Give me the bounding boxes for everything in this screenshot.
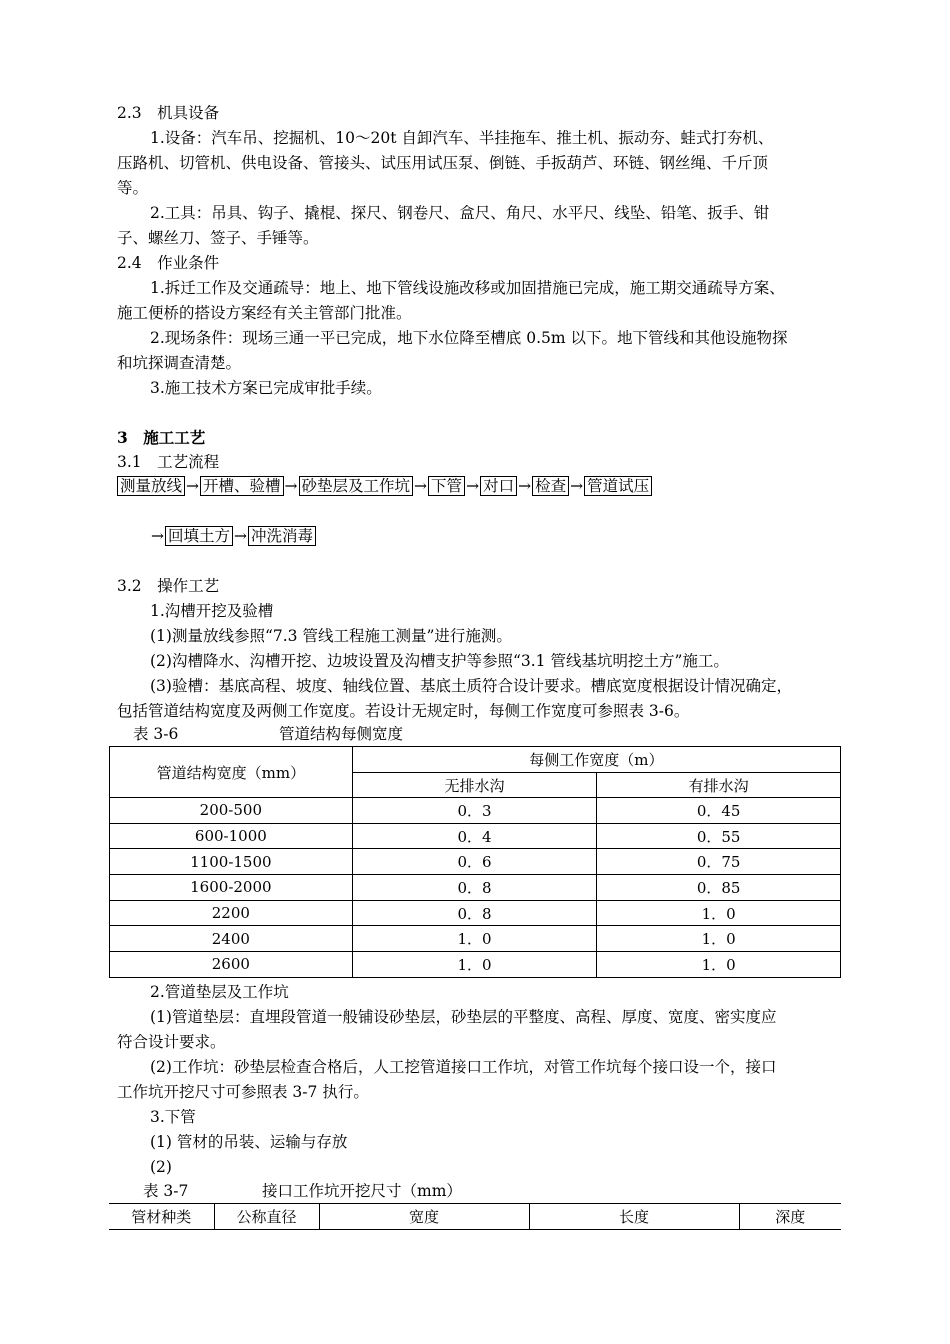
list-item: 1.沟槽开挖及验槽 xyxy=(150,602,274,620)
flow-arrow: → xyxy=(414,477,428,495)
paragraph-line: 压路机、切管机、供电设备、管接头、试压用试压泵、倒链、手扳葫芦、环链、钢丝绳、千斤顶 xyxy=(117,154,769,172)
table-row xyxy=(110,823,841,849)
table-cell: 0．6 xyxy=(352,849,597,875)
table-cell: 2200 xyxy=(110,900,353,926)
list-item: (2) xyxy=(150,1158,172,1176)
paragraph-line: 和坑探调查清楚。 xyxy=(117,354,242,372)
table-header-cell: 有排水沟 xyxy=(597,773,841,798)
flow-arrow: → xyxy=(284,477,298,495)
table-cell: 0．75 xyxy=(597,849,841,875)
table-header-cell: 长度 xyxy=(529,1204,739,1230)
table-cell: 2400 xyxy=(110,926,353,952)
flow-arrow: → xyxy=(518,477,532,495)
list-item: 3.下管 xyxy=(150,1108,196,1126)
subsection-heading-3-2: 3.2 操作工艺 xyxy=(117,577,220,595)
flow-step: 冲洗消毒 xyxy=(248,526,316,546)
table-cell: 1．0 xyxy=(597,900,841,926)
paragraph-line: 1.设备：汽车吊、挖掘机、10～20t 自卸汽车、半挂拖车、推土机、振动夯、蛙式打夯机、 xyxy=(150,129,774,147)
list-item: (1) 管材的吊装、运输与存放 xyxy=(150,1133,348,1151)
table-cell: 0．8 xyxy=(352,900,597,926)
table-row xyxy=(110,926,841,952)
flow-step: 对口 xyxy=(480,476,517,496)
list-item: (1)测量放线参照“7.3 管线工程施工测量”进行施测。 xyxy=(150,627,512,645)
table-cell: 1．0 xyxy=(597,952,841,978)
table-caption-number: 表 3-6 xyxy=(133,725,179,743)
table-header-cell: 深度 xyxy=(739,1204,841,1230)
table-3-6 xyxy=(109,746,841,978)
flow-step: 砂垫层及工作坑 xyxy=(299,476,414,496)
flow-arrow: → xyxy=(151,527,164,545)
flow-step: 回填土方 xyxy=(165,526,233,546)
table-row xyxy=(110,798,841,824)
table-header-cell: 管材种类 xyxy=(109,1204,214,1230)
flow-step: 下管 xyxy=(428,476,465,496)
paragraph-line: 2.工具：吊具、钩子、撬棍、探尺、钢卷尺、盒尺、角尺、水平尺、线坠、铅笔、扳手、钳 xyxy=(150,204,770,222)
table-caption-number: 表 3-7 xyxy=(143,1182,189,1200)
table-header-cell: 无排水沟 xyxy=(352,773,597,798)
section-heading-2-3: 2.3 机具设备 xyxy=(117,104,220,122)
flow-step: 测量放线 xyxy=(117,476,185,496)
table-caption-title: 接口工作坑开挖尺寸（mm） xyxy=(262,1182,462,1200)
process-flow-row-1 xyxy=(117,476,652,496)
paragraph-line: 施工便桥的搭设方案经有关主管部门批准。 xyxy=(117,304,412,322)
table-header-cell: 宽度 xyxy=(319,1204,529,1230)
section-heading-3: 3 施工工艺 xyxy=(117,428,206,447)
table-cell: 0．3 xyxy=(352,798,597,824)
table-cell: 1600-2000 xyxy=(110,875,353,901)
flow-arrow: → xyxy=(234,527,248,545)
table-3-7 xyxy=(109,1203,841,1230)
flow-step: 开槽、验槽 xyxy=(200,476,284,496)
table-cell: 600-1000 xyxy=(110,823,353,849)
table-cell: 0．85 xyxy=(597,875,841,901)
table-header-cell: 管道结构宽度（mm） xyxy=(110,747,353,798)
flow-arrow: → xyxy=(570,477,584,495)
table-cell: 200-500 xyxy=(110,798,353,824)
table-header-cell: 公称直径 xyxy=(214,1204,319,1230)
table-cell: 2600 xyxy=(110,952,353,978)
paragraph-line: 包括管道结构宽度及两侧工作宽度。若设计无规定时，每侧工作宽度可参照表 3-6。 xyxy=(117,702,690,720)
list-item: (2)工作坑：砂垫层检查合格后，人工挖管道接口工作坑，对管工作坑每个接口设一个，接口 xyxy=(150,1058,777,1076)
flow-step: 检查 xyxy=(532,476,569,496)
paragraph-line: 子、螺丝刀、签子、手锤等。 xyxy=(117,229,319,247)
table-cell: 1100-1500 xyxy=(110,849,353,875)
table-row xyxy=(110,875,841,901)
list-item: (2)沟槽降水、沟槽开挖、边坡设置及沟槽支护等参照“3.1 管线基坑明挖土方”施工。 xyxy=(150,652,729,670)
table-cell: 0．8 xyxy=(352,875,597,901)
process-flow-row-2 xyxy=(150,526,316,546)
paragraph-line: 1.拆迁工作及交通疏导：地上、地下管线设施改移或加固措施已完成，施工期交通疏导方案、 xyxy=(150,279,785,297)
list-item: 2.管道垫层及工作坑 xyxy=(150,983,289,1001)
table-row xyxy=(110,952,841,978)
table-caption-title: 管道结构每侧宽度 xyxy=(279,725,404,743)
flow-step: 管道试压 xyxy=(584,476,652,496)
table-row xyxy=(110,849,841,875)
paragraph-line: 符合设计要求。 xyxy=(117,1033,226,1051)
table-cell: 1．0 xyxy=(352,952,597,978)
paragraph-line: 工作坑开挖尺寸可参照表 3-7 执行。 xyxy=(117,1083,369,1101)
table-cell: 0．45 xyxy=(597,798,841,824)
paragraph-line: 3.施工技术方案已完成审批手续。 xyxy=(150,379,382,397)
table-header-cell: 每侧工作宽度（m） xyxy=(352,747,840,773)
paragraph-line: 等。 xyxy=(117,179,149,197)
table-cell: 1．0 xyxy=(597,926,841,952)
section-heading-2-4: 2.4 作业条件 xyxy=(117,254,220,272)
flow-arrow: → xyxy=(466,477,480,495)
flow-arrow: → xyxy=(186,477,200,495)
list-item: (1)管道垫层：直埋段管道一般铺设砂垫层，砂垫层的平整度、高程、厚度、宽度、密实度应 xyxy=(150,1008,777,1026)
table-cell: 0．4 xyxy=(352,823,597,849)
table-cell: 0．55 xyxy=(597,823,841,849)
paragraph-line: 2.现场条件：现场三通一平已完成，地下水位降至槽底 0.5m 以下。地下管线和其他设施物探 xyxy=(150,329,788,347)
list-item: (3)验槽：基底高程、坡度、轴线位置、基底土质符合设计要求。槽底宽度根据设计情况确定， xyxy=(150,677,792,695)
table-cell: 1．0 xyxy=(352,926,597,952)
subsection-heading-3-1: 3.1 工艺流程 xyxy=(117,453,220,471)
table-row xyxy=(110,900,841,926)
